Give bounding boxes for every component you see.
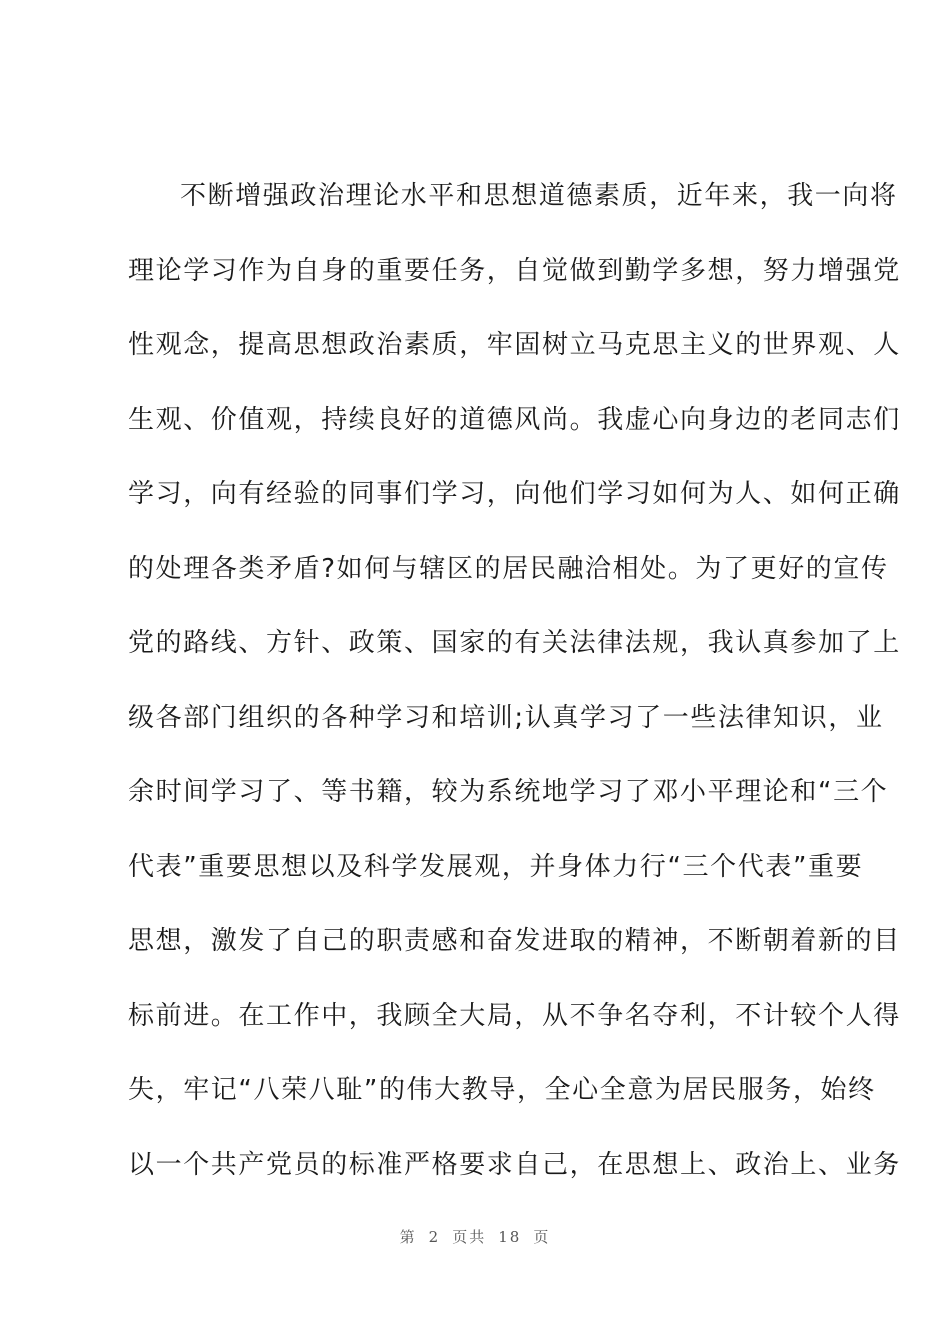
footer-current-page: 2 (428, 1228, 441, 1246)
text-line: 思想，激发了自己的职责感和奋发进取的精神，不断朝着新的目 (128, 926, 901, 956)
text-line: 党的路线、方针、政策、国家的有关法律法规，我认真参加了上 (128, 628, 901, 658)
footer-middle: 页共 (452, 1228, 487, 1246)
text-line: 级各部门组织的各种学习和培训;认真学习了一些法律知识，业 (128, 702, 884, 733)
body-text (128, 166, 901, 1209)
text-line: 不断增强政治理论水平和思想道德素质，近年来，我一向将 (180, 181, 898, 211)
text-line: 理论学习作为自身的重要任务，自觉做到勤学多想，努力增强党 (128, 255, 901, 286)
footer-total-pages: 18 (498, 1228, 522, 1246)
footer-prefix: 第 (399, 1228, 417, 1246)
text-line: 以一个共产党员的标准严格要求自己，在思想上、政治上、业务 (128, 1149, 901, 1180)
page-footer (0, 1226, 950, 1247)
text-line: 学习，向有经验的同事们学习，向他们学习如何为人、如何正确 (128, 479, 901, 509)
text-line: 的处理各类矛盾?如何与辖区的居民融洽相处。为了更好的宣传 (128, 553, 889, 584)
text-line: 标前进。在工作中，我顾全大局，从不争名夺利，不计较个人得 (128, 1000, 901, 1031)
text-line: 生观、价值观，持续良好的道德风尚。我虚心向身边的老同志们 (128, 404, 901, 435)
text-line: 失，牢记“八荣八耻”的伟大教导，全心全意为居民服务，始终 (128, 1075, 876, 1105)
text-line: 性观念，提高思想政治素质，牢固树立马克思主义的世界观、人 (128, 330, 901, 360)
text-line: 代表”重要思想以及科学发展观，并身体力行“三个代表”重要 (128, 851, 864, 882)
footer-suffix: 页 (533, 1228, 551, 1246)
text-line: 余时间学习了、等书籍，较为系统地学习了邓小平理论和“三个 (128, 777, 889, 807)
